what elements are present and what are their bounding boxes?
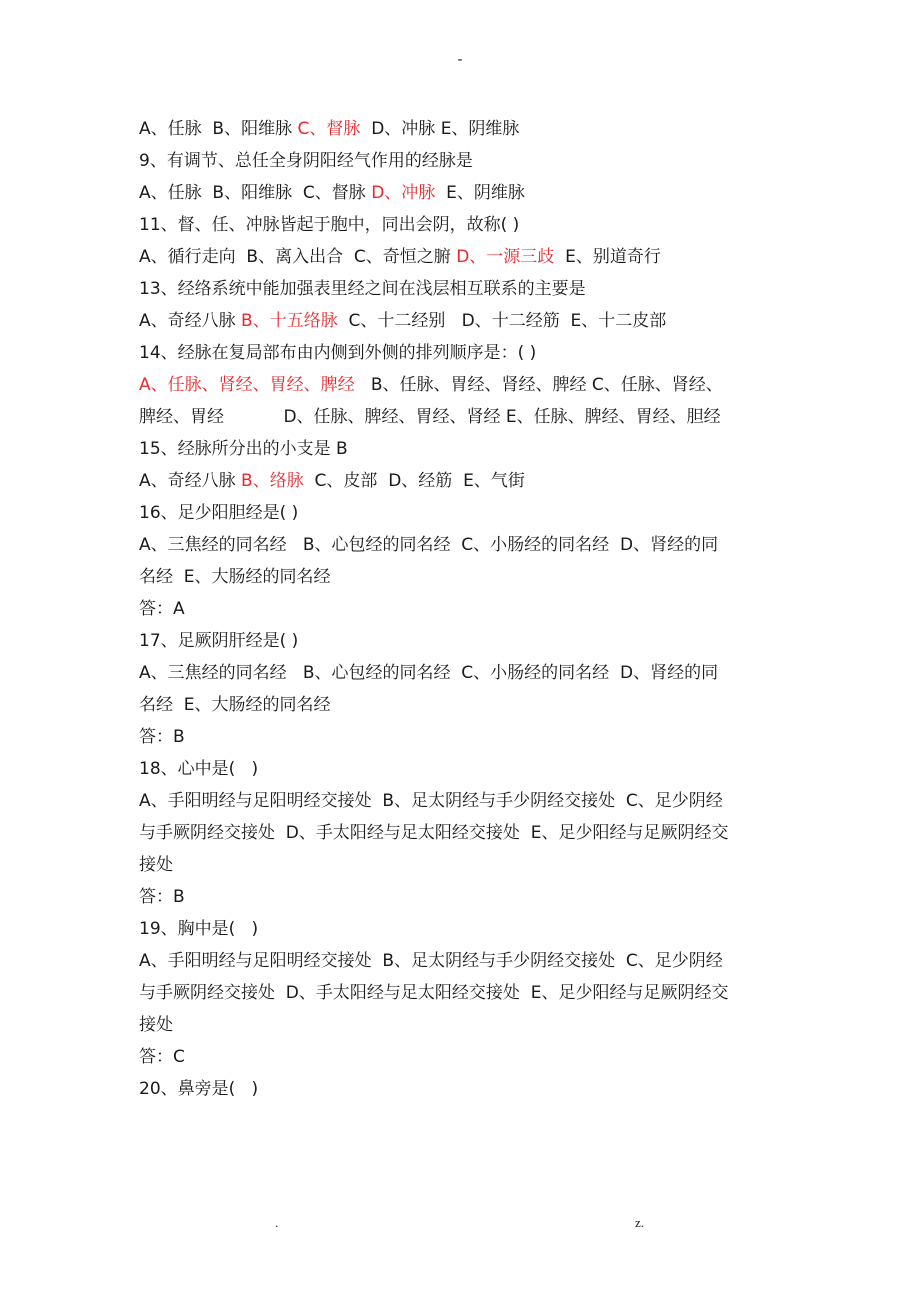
footer-right-mark: z.	[635, 1215, 645, 1230]
text-segment: 与手厥阴经交接处 D、手太阳经与足太阳经交接处 E、足少阳经与足厥阴经交	[139, 823, 729, 843]
text-segment: 接处	[139, 855, 173, 875]
text-segment: C、十二经别 D、十二经筋 E、十二皮部	[337, 311, 667, 331]
text-segment: 14、经脉在复局部布由内侧到外侧的排列顺序是：( )	[139, 343, 537, 363]
text-segment: A、三焦经的同名经 B、心包经的同名经 C、小肠经的同名经 D、肾经的同	[139, 663, 719, 683]
text-line	[139, 977, 789, 1009]
text-line	[139, 433, 789, 465]
text-segment: 17、足厥阴肝经是( )	[139, 631, 299, 651]
text-line	[139, 369, 789, 401]
text-segment: 15、经脉所分出的小支是 B	[139, 439, 348, 459]
text-line	[139, 593, 789, 625]
text-line	[139, 945, 789, 977]
text-line	[139, 305, 789, 337]
text-segment: 答：B	[139, 727, 185, 747]
text-line	[139, 1073, 789, 1105]
text-segment: 名经 E、大肠经的同名经	[139, 695, 331, 715]
text-segment: 18、心中是( )	[139, 759, 259, 779]
text-line	[139, 753, 789, 785]
text-line	[139, 849, 789, 881]
text-line	[139, 465, 789, 497]
text-segment: A、奇经八脉	[139, 471, 242, 491]
text-segment: A、手阳明经与足阳明经交接处 B、足太阴经与手少阴经交接处 C、足少阴经	[139, 951, 723, 971]
header-mark: -	[457, 52, 463, 68]
text-segment: 答：B	[139, 887, 185, 907]
text-segment: 20、鼻旁是( )	[139, 1079, 259, 1099]
text-segment: C、皮部 D、经筋 E、气街	[303, 471, 525, 491]
text-line	[139, 401, 789, 433]
text-segment: A、手阳明经与足阳明经交接处 B、足太阴经与手少阴经交接处 C、足少阴经	[139, 791, 723, 811]
text-line	[139, 529, 789, 561]
text-segment: B、任脉、胃经、肾经、脾经 C、任脉、肾经、	[354, 375, 723, 395]
text-line	[139, 689, 789, 721]
text-segment: 与手厥阴经交接处 D、手太阳经与足太阳经交接处 E、足少阳经与足厥阴经交	[139, 983, 729, 1003]
text-line	[139, 209, 789, 241]
text-segment: 名经 E、大肠经的同名经	[139, 567, 331, 587]
text-line	[139, 113, 789, 145]
text-line	[139, 1041, 789, 1073]
text-segment: 接处	[139, 1015, 173, 1035]
text-segment: 16、足少阳胆经是( )	[139, 503, 299, 523]
text-line	[139, 337, 789, 369]
text-line	[139, 497, 789, 529]
footer-left-mark: .	[275, 1215, 279, 1230]
text-segment: 13、经络系统中能加强表里经之间在浅层相互联系的主要是	[139, 279, 586, 299]
correct-answer-highlight: D、一源三歧	[456, 247, 555, 267]
text-segment: 答：C	[139, 1047, 185, 1067]
text-line	[139, 881, 789, 913]
text-line	[139, 785, 789, 817]
text-line	[139, 721, 789, 753]
text-line	[139, 177, 789, 209]
correct-answer-highlight: B、十五络脉	[241, 311, 338, 331]
correct-answer-highlight: D、冲脉	[371, 183, 436, 203]
text-line	[139, 241, 789, 273]
text-segment: A、任脉 B、阳维脉	[139, 119, 298, 139]
text-segment: 答：A	[139, 599, 185, 619]
text-line	[139, 1009, 789, 1041]
text-segment: A、任脉 B、阳维脉 C、督脉	[139, 183, 372, 203]
text-segment: E、阴维脉	[435, 183, 525, 203]
correct-answer-highlight: B、络脉	[241, 471, 304, 491]
text-segment: 19、胸中是( )	[139, 919, 259, 939]
text-line	[139, 145, 789, 177]
text-segment: D、冲脉 E、阴维脉	[360, 119, 520, 139]
text-segment: A、三焦经的同名经 B、心包经的同名经 C、小肠经的同名经 D、肾经的同	[139, 535, 719, 555]
text-segment: A、奇经八脉	[139, 311, 242, 331]
text-line	[139, 273, 789, 305]
text-line	[139, 913, 789, 945]
document-body	[139, 113, 789, 1105]
text-line	[139, 817, 789, 849]
text-segment: 9、有调节、总任全身阴阳经气作用的经脉是	[139, 151, 473, 171]
correct-answer-highlight: A、任脉、肾经、胃经、脾经	[139, 375, 355, 395]
text-segment: A、循行走向 B、离入出合 C、奇恒之腑	[139, 247, 457, 267]
text-line	[139, 657, 789, 689]
text-segment: 脾经、胃经 D、任脉、脾经、胃经、肾经 E、任脉、脾经、胃经、胆经	[139, 407, 721, 427]
text-segment: 11、督、任、冲脉皆起于胞中，同出会阴，故称( )	[139, 215, 520, 235]
text-line	[139, 625, 789, 657]
correct-answer-highlight: C、督脉	[297, 119, 361, 139]
text-line	[139, 561, 789, 593]
text-segment: E、别道奇行	[554, 247, 661, 267]
